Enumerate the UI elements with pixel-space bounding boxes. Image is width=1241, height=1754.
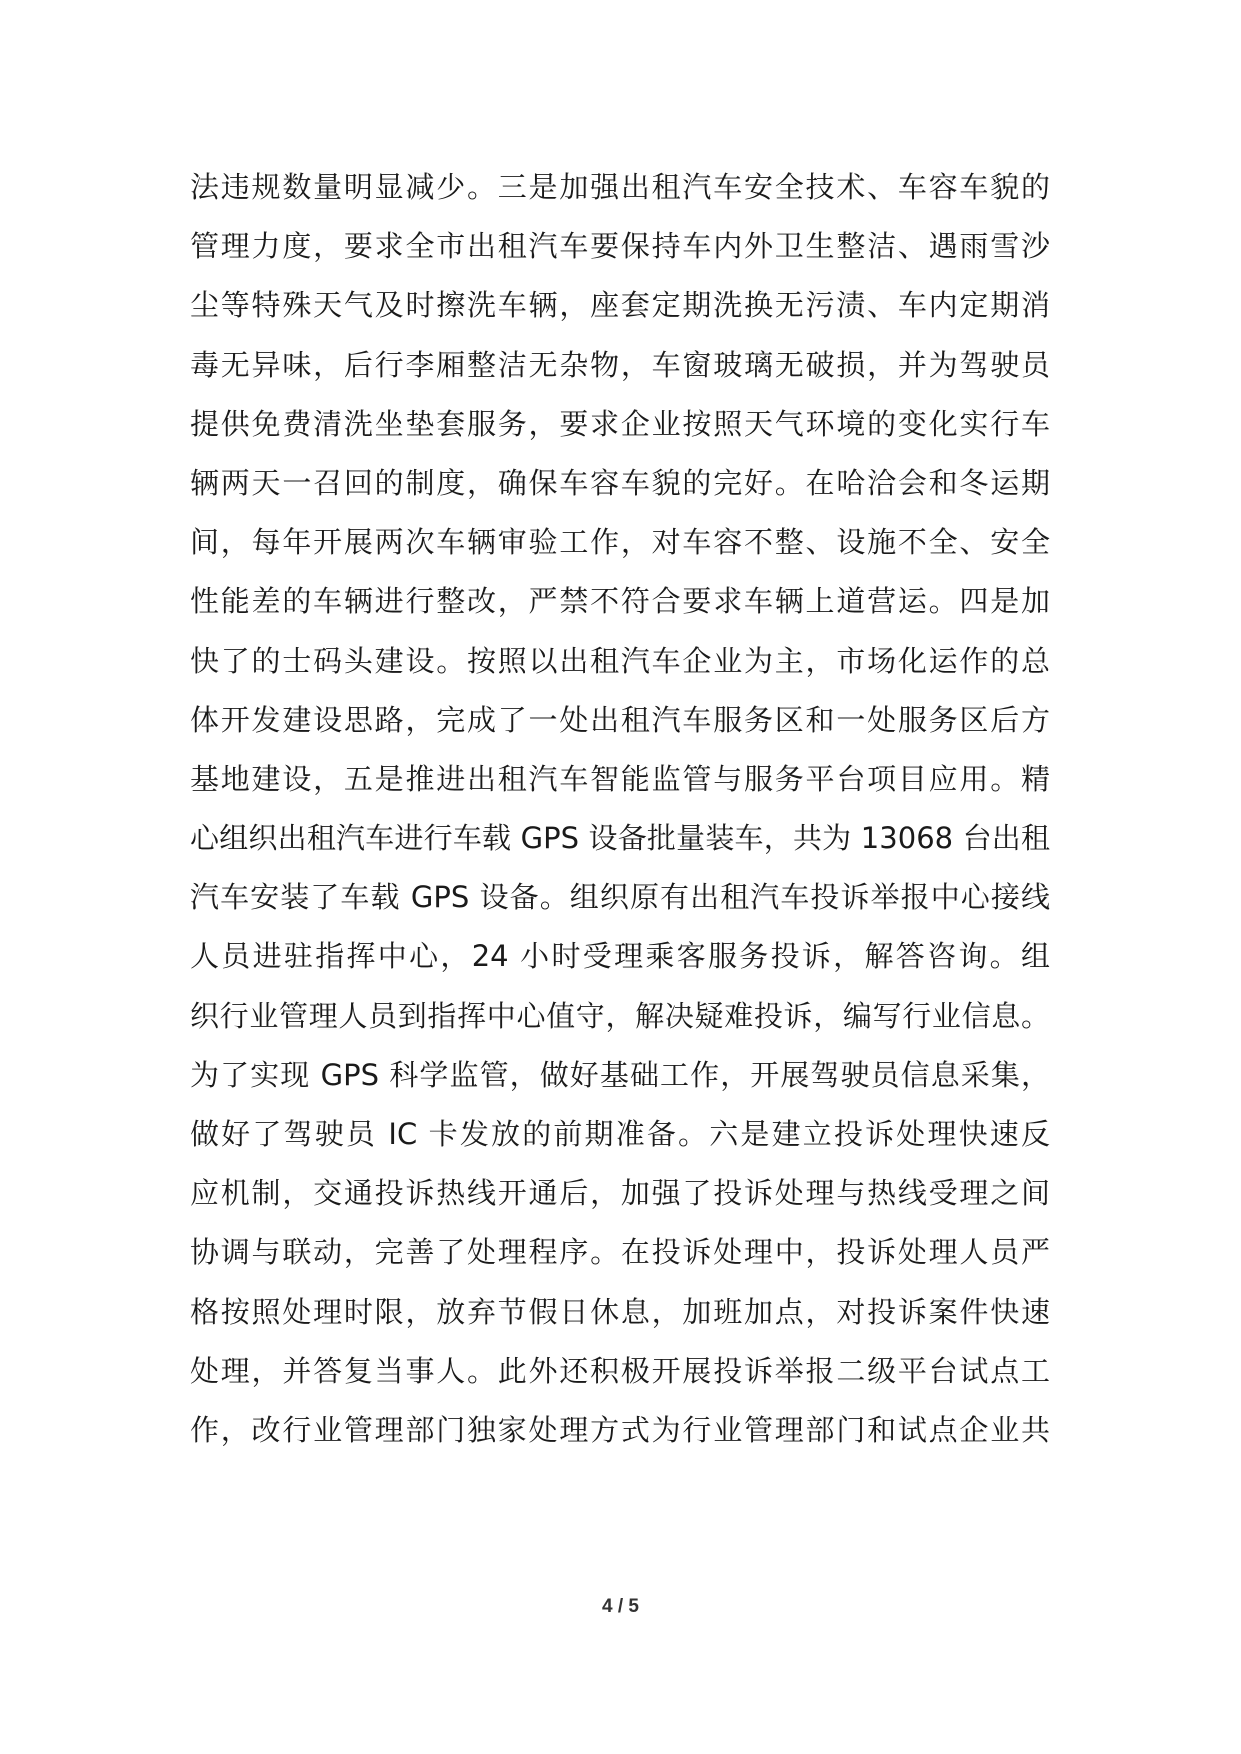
text-line: 尘等特殊天气及时擦洗车辆，座套定期洗换无污渍、车内定期消 [190,288,1050,323]
text-line: 心组织出租汽车进行车载 GPS 设备批量装车，共为 13068 台出租 [190,821,1050,856]
text-line: 提供免费清洗坐垫套服务，要求企业按照天气环境的变化实行车 [190,406,1050,441]
text-line: 性能差的车辆进行整改，严禁不符合要求车辆上道营运。四是加 [190,584,1050,619]
text-line: 管理力度，要求全市出租汽车要保持车内外卫生整洁、遇雨雪沙 [190,229,1050,264]
page-number: 4 / 5 [602,1596,639,1617]
text-line: 织行业管理人员到指挥中心值守，解决疑难投诉，编写行业信息。 [190,998,1050,1033]
text-line: 基地建设，五是推进出租汽车智能监管与服务平台项目应用。精 [190,761,1050,796]
text-line: 应机制，交通投诉热线开通后，加强了投诉处理与热线受理之间 [190,1176,1050,1211]
text-line: 汽车安装了车载 GPS 设备。组织原有出租汽车投诉举报中心接线 [190,880,1050,915]
text-line: 处理，并答复当事人。此外还积极开展投诉举报二级平台试点工 [190,1353,1050,1388]
body-paragraph [190,158,1050,1460]
text-line: 为了实现 GPS 科学监管，做好基础工作，开展驾驶员信息采集， [190,1057,1050,1092]
text-line: 间，每年开展两次车辆审验工作，对车容不整、设施不全、安全 [190,525,1050,560]
text-line: 协调与联动，完善了处理程序。在投诉处理中，投诉处理人员严 [190,1235,1050,1270]
text-line: 格按照处理时限，放弃节假日休息，加班加点，对投诉案件快速 [190,1294,1050,1329]
text-line: 人员进驻指挥中心，24 小时受理乘客服务投诉，解答咨询。组 [190,939,1050,974]
text-line: 做好了驾驶员 IC 卡发放的前期准备。六是建立投诉处理快速反 [190,1117,1050,1151]
text-line: 作，改行业管理部门独家处理方式为行业管理部门和试点企业共 [190,1412,1050,1447]
text-line: 毒无异味，后行李厢整洁无杂物，车窗玻璃无破损，并为驾驶员 [190,347,1050,382]
text-line: 辆两天一召回的制度，确保车容车貌的完好。在哈洽会和冬运期 [190,465,1050,500]
text-line: 快了的士码头建设。按照以出租汽车企业为主，市场化运作的总 [190,643,1050,678]
text-line: 法违规数量明显减少。三是加强出租汽车安全技术、车容车貌的 [190,170,1050,204]
text-line: 体开发建设思路，完成了一处出租汽车服务区和一处服务区后方 [190,702,1050,737]
